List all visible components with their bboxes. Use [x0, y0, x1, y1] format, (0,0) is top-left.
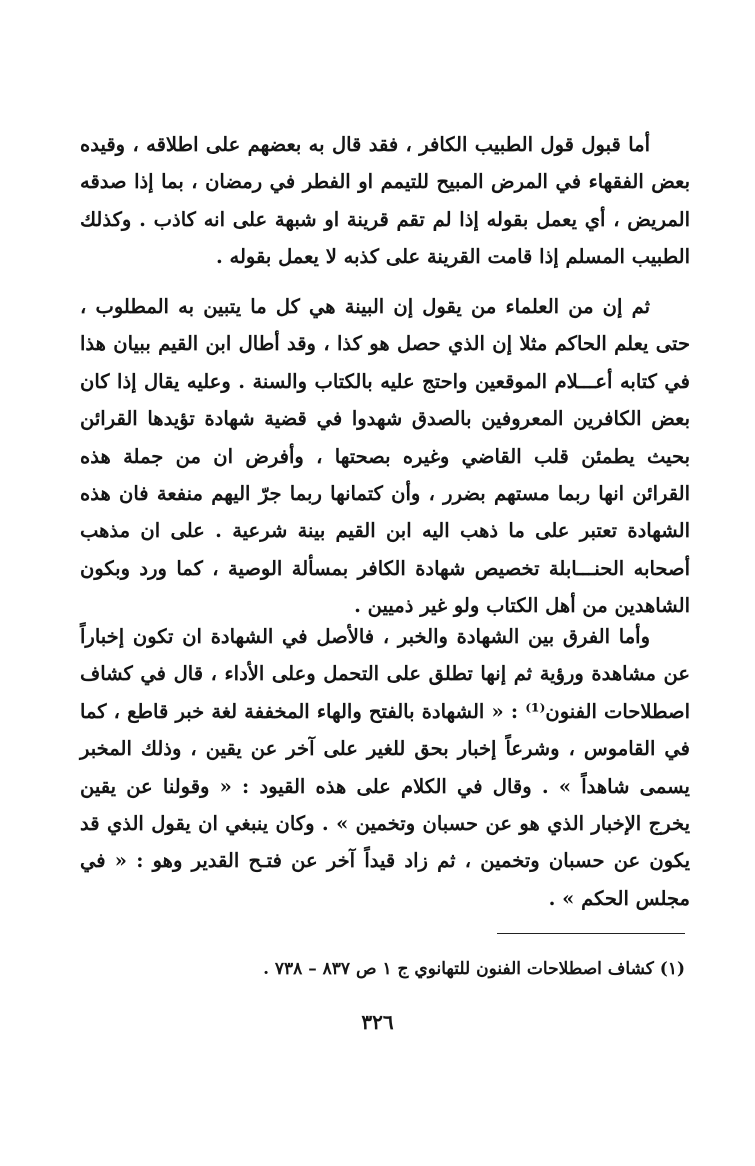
paragraph-testimony-vs-report: [80, 618, 690, 917]
page-number: ٣٢٦: [361, 1010, 394, 1034]
paragraph-text: أما قبول قول الطبيب الكافر ، فقد قال به بعضهم على اطلاقه ، وقيده بعض الفقهاء في المرض المبيح للتيمم او الفطر في رمضان ، بما إذا صدقه المريض ، أي يعمل بقوله إذا لم تقم قرينة او شبهة على انه كاذب . وكذلك الطبيب المسلم إذا قامت القرينة على كذبه لا يعمل بقوله .: [80, 133, 690, 269]
paragraph-doctor-testimony: [80, 126, 690, 276]
paragraph-evidence-definition: [80, 288, 690, 625]
footnote-divider: [497, 933, 685, 934]
footnote: (١) كشاف اصطلاحات الفنون للتهانوي ج ١ ص ٨٣٧ – ٧٣٨ .: [263, 959, 685, 979]
paragraph-text: وأما الفرق بين الشهادة والخبر ، فالأصل في الشهادة ان تكون إخباراً عن مشاهدة ورؤية ثم إنها تطلق على التحمل وعلى الأداء ، قال في كشاف اصطلاحات الفنون⁽¹⁾ : « الشهادة بالفتح والهاء المخففة لغة خبر قاطع ، كما في القاموس ، وشرعاً إخبار بحق للغير على آخر عن يقين ، وذلك المخبر يسمى شاهداً » . وقال في الكلام على هذه القيود : « وقولنا عن يقين يخرج الإخبار الذي هو عن حسبان وتخمين » . وكان ينبغي ان يقول الذي قد يكون عن حسبان وتخمين ، ثم زاد قيداً آخر عن فتـح القدير وهو : « في مجلس الحكم » .: [80, 625, 690, 910]
paragraph-text: ثم إن من العلماء من يقول إن البينة هي كل ما يتبين به المطلوب ، حتى يعلم الحاكم مثلا إن الذي حصل هو كذا ، وقد أطال ابن القيم ببيان هذا في كتابه أعـــلام الموقعين واحتج عليه بالكتاب والسنة . وعليه يقال إذا كان بعض الكافرين المعروفين بالصدق شهدوا في قضية شهادة تؤيدها القرائن بحيث يطمئن قلب القاضي وغيره بصحتها ، وأفرض ان من جملة هذه القرائن انها ربما مستهم بضرر ، وأن كتمانها ربما جرّ اليهم منفعة فان هذه الشهادة تعتبر على ما ذهب اليه ابن القيم بينة شرعية . على ان مذهب أصحابه الحنـــابلة تخصيص شهادة الكافر بمسألة الوصية ، كما ورد وبكون الشاهدين من أهل الكتاب ولو غير ذميين .: [80, 295, 690, 618]
